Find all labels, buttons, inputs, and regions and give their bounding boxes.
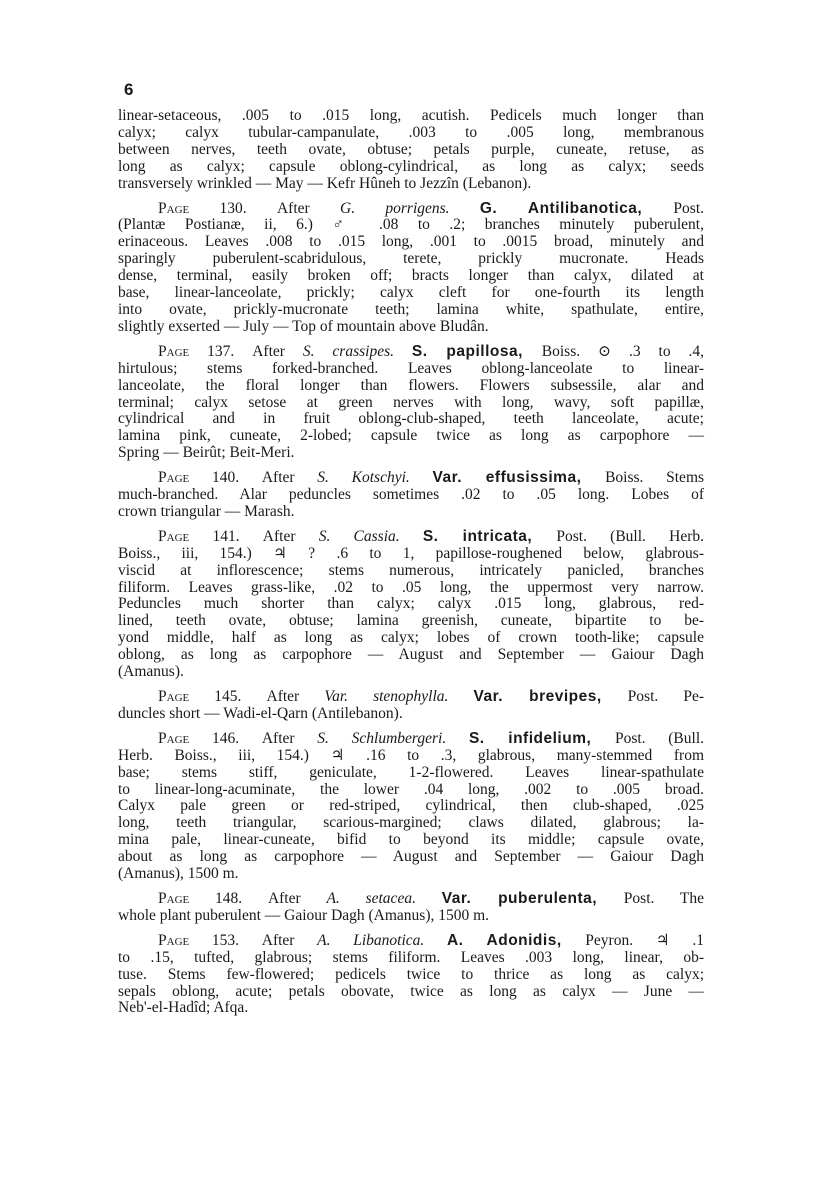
document-body	[118, 108, 704, 1017]
text-line: about as long as carpophore — August and September — Gaiour Dagh	[118, 848, 704, 866]
page-reference: Page 146.	[158, 729, 262, 747]
text-line: lanceolate, the floral longer than flowers. Flowers subsessile, alar and	[118, 376, 704, 394]
after-label: After	[266, 688, 325, 705]
text-line: base, linear-lanceolate, prickly; calyx cleft for one-fourth its length	[118, 284, 704, 302]
species-name: S. infidelium,	[468, 729, 615, 747]
text-line	[118, 344, 704, 361]
text-line: between nerves, teeth ovate, obtuse; petals purple, cuneate, retuse, as	[118, 140, 704, 158]
line-text: Post. (Bull.	[614, 729, 705, 747]
text-line: base; stems stiff, geniculate, 1-2-flowered. Leaves linear-spathulate	[118, 763, 704, 781]
text-line: duncles short — Wadi-el-Qarn (Antilebanon).	[118, 704, 403, 722]
text-line: (Amanus), 1500 m.	[118, 865, 239, 883]
page-reference: Page 141.	[158, 527, 263, 545]
text-line: hirtulous; stems forked-branched. Leaves oblong-lanceolate to linear-	[118, 359, 704, 377]
text-line	[118, 891, 704, 908]
after-name: G. porrigens.	[340, 199, 480, 217]
text-line: to linear-long-acuminate, the lower .04 long, .002 to .005 broad.	[118, 780, 704, 798]
paragraph	[118, 470, 704, 521]
text-line: lined, teeth ovate, obtuse; lamina greenish, cuneate, bipartite to be-	[118, 612, 704, 630]
species-name: Var. effusissima,	[432, 469, 606, 487]
text-line: tuse. Stems few-flowered; pedicels twice to thrice as long as calyx;	[118, 965, 704, 983]
page-reference: Page 148.	[158, 889, 268, 907]
page-reference: Page 137.	[158, 342, 253, 360]
line-text: Boiss. ⊙ .3 to .4,	[541, 342, 704, 360]
after-label: After	[261, 931, 318, 949]
after-label: After	[261, 729, 318, 747]
species-name: S. intricata,	[422, 527, 557, 545]
text-line: long, teeth triangular, scarious-margined; claws dilated, glabrous; la-	[118, 814, 704, 832]
after-name: Var. stenophylla.	[324, 688, 474, 705]
after-label: After	[262, 527, 319, 545]
after-name: A. setacea.	[326, 889, 442, 907]
after-label: After	[252, 342, 303, 360]
text-line: Neb'-el-Hadîd; Afqa.	[118, 999, 249, 1017]
text-line: oblong, as long as carpophore — August and September — Gaiour Dagh	[118, 646, 704, 664]
paragraph	[118, 201, 704, 336]
line-text: Post.	[673, 199, 705, 217]
text-line: calyx; calyx tubular-campanulate, .003 to .005 long, membranous	[118, 123, 704, 141]
text-line: (Plantæ Postianæ, ii, 6.) ♂ .08 to .2; branches minutely puberulent,	[118, 216, 704, 234]
page-number: 6	[124, 80, 134, 99]
page-reference: Page 140.	[158, 469, 262, 487]
species-name: A. Adonidis,	[446, 931, 586, 949]
after-label: After	[276, 199, 340, 217]
document-page	[118, 80, 704, 1025]
line-text: Post. (Bull. Herb.	[556, 527, 704, 545]
text-line: Herb. Boiss., iii, 154.) ♃ .16 to .3, glabrous, many-stemmed from	[118, 746, 704, 764]
text-line: viscid at inflorescence; stems numerous, intricately panicled, branches	[118, 561, 704, 579]
text-line	[118, 689, 704, 706]
text-line	[118, 731, 704, 748]
text-line: (Amanus).	[118, 663, 184, 681]
paragraph	[118, 731, 704, 883]
species-name: Var. brevipes,	[473, 688, 628, 705]
text-line: cylindrical and in fruit oblong-club-shaped, teeth lanceolate, acute;	[118, 410, 704, 428]
text-line	[118, 201, 704, 218]
after-name: S. Cassia.	[318, 527, 423, 545]
page-reference: Page 153.	[158, 931, 262, 949]
after-label: After	[267, 889, 327, 907]
text-line: lamina pink, cuneate, 2-lobed; capsule twice as long as carpophore —	[118, 427, 704, 445]
text-line	[118, 933, 704, 950]
text-line: to .15, tufted, glabrous; stems filiform. Leaves .003 long, linear, ob-	[118, 948, 704, 966]
page-reference: Page 145.	[158, 688, 267, 705]
paragraph	[118, 891, 704, 925]
text-line: slightly exserted — July — Top of mountain above Bludân.	[118, 317, 489, 335]
text-line: crown triangular — Marash.	[118, 502, 295, 520]
after-name: S. crassipes.	[302, 342, 412, 360]
paragraph	[118, 689, 704, 723]
paragraph	[118, 108, 704, 193]
text-line: dense, terminal, easily broken off; bracts longer than calyx, dilated at	[118, 267, 704, 285]
line-text: Boiss. Stems	[605, 469, 705, 487]
text-line: long as calyx; capsule oblong-cylindrical, as long as calyx; seeds	[118, 157, 704, 175]
page-reference: Page 130.	[158, 199, 277, 217]
text-line: into ovate, prickly-mucronate teeth; lamina white, spathulate, entire,	[118, 300, 704, 318]
line-text: Peyron. ♃ .1	[585, 931, 704, 949]
after-name: S. Schlumbergeri.	[317, 729, 469, 747]
paragraph	[118, 529, 704, 681]
text-line: linear-setaceous, .005 to .015 long, acutish. Pedicels much longer than	[118, 107, 704, 124]
species-name: G. Antilibanotica,	[479, 199, 674, 217]
text-line: Spring — Beirût; Beit-Meri.	[118, 444, 295, 462]
line-text: Post. Pe-	[627, 688, 704, 705]
text-line: yond middle, half as long as calyx; lobes of crown tooth-like; capsule	[118, 629, 704, 647]
text-line	[118, 529, 704, 546]
line-text: Post. The	[623, 889, 704, 907]
after-name: S. Kotschyi.	[317, 469, 433, 487]
text-line: Calyx pale green or red-striped, cylindrical, then club-shaped, .025	[118, 797, 704, 815]
text-line: sepals oblong, acute; petals obovate, twice as long as calyx — June —	[118, 982, 704, 1000]
after-label: After	[261, 469, 318, 487]
species-name: S. papillosa,	[411, 342, 542, 360]
text-line: filiform. Leaves grass-like, .02 to .05 long, the uppermost very narrow.	[118, 578, 704, 596]
text-line: much-branched. Alar peduncles sometimes .02 to .05 long. Lobes of	[118, 486, 704, 504]
text-line: erinaceous. Leaves .008 to .015 long, .001 to .0015 broad, minutely and	[118, 233, 704, 251]
paragraph	[118, 933, 704, 1018]
after-name: A. Libanotica.	[317, 931, 447, 949]
text-line: whole plant puberulent — Gaiour Dagh (Amanus), 1500 m.	[118, 906, 490, 924]
species-name: Var. puberulenta,	[441, 889, 624, 907]
text-line: Boiss., iii, 154.) ♃ ? .6 to 1, papillose-roughened below, glabrous-	[118, 544, 704, 562]
text-line: Peduncles much shorter than calyx; calyx .015 long, glabrous, red-	[118, 595, 704, 613]
text-line: transversely wrinkled — May — Kefr Hûneh to Jezzîn (Lebanon).	[118, 174, 532, 192]
text-line	[118, 470, 704, 487]
text-line: mina pale, linear-cuneate, bifid to beyond its middle; capsule ovate,	[118, 831, 704, 849]
text-line: terminal; calyx setose at green nerves with long, wavy, soft papillæ,	[118, 393, 704, 411]
text-line: sparingly puberulent-scabridulous, terete, prickly mucronate. Heads	[118, 250, 704, 268]
paragraph	[118, 344, 704, 462]
